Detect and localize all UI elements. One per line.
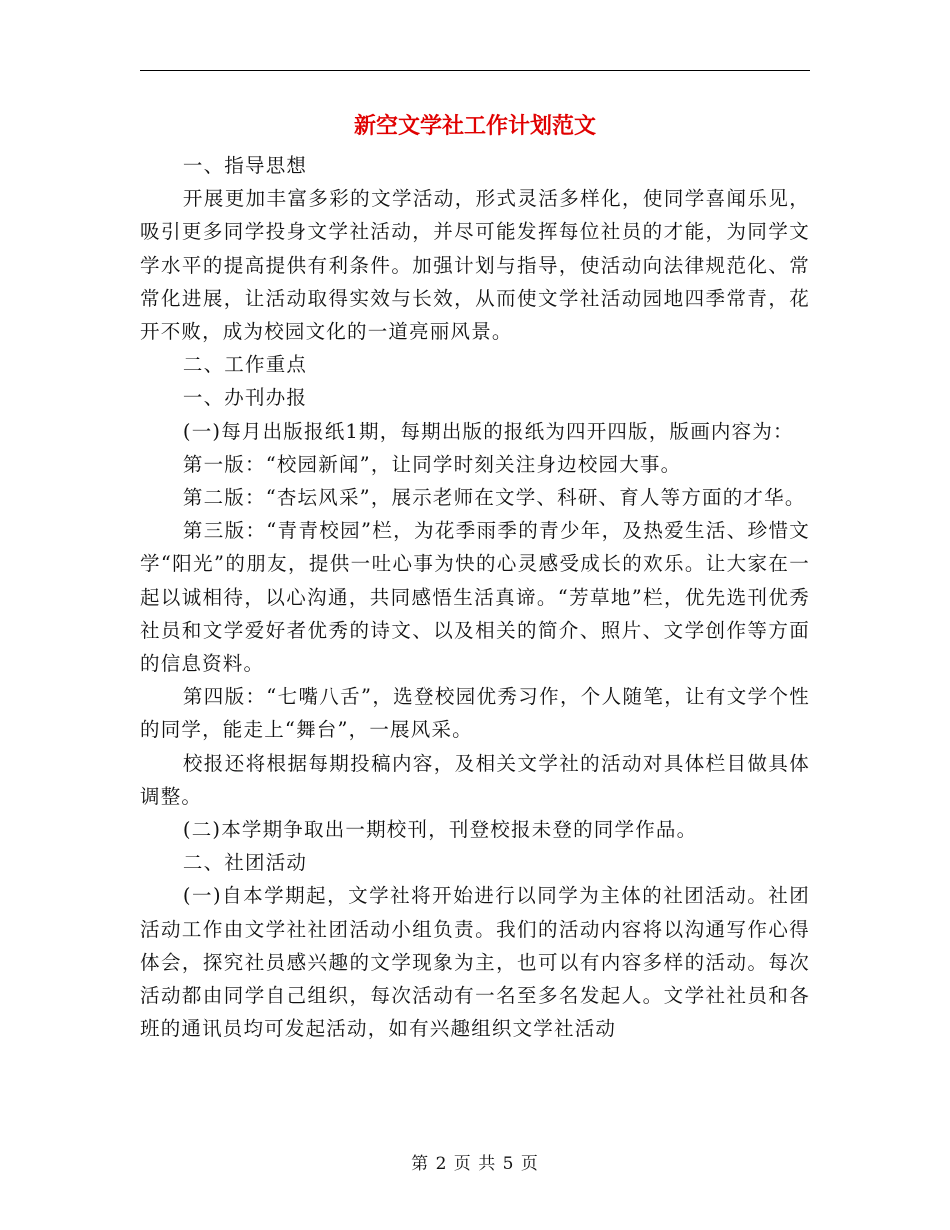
document-body <box>140 149 810 1045</box>
page-number-footer: 第 2 页 共 5 页 <box>411 1154 539 1174</box>
paragraph: 第二版：“杏坛风采”，展示老师在文学、科研、育人等方面的才华。 <box>182 486 806 510</box>
paragraph: (一)自本学期起，文学社将开始进行以同学为主体的社团活动。社团活动工作由文学社社团活动小组负责。我们的活动内容将以沟通写作心得体会，探究社员感兴趣的文学现象为主，也可以有内容多样的活动。每次活动都由同学自己组织，每次活动有一名至多名发起人。文学社社员和各班的通讯员均可发起活动，如有兴趣组织文学社活动 <box>140 884 810 1041</box>
paragraph: 开展更加丰富多彩的文学活动，形式灵活多样化，使同学喜闻乐见，吸引更多同学投身文学社活动，并尽可能发挥每位社员的才能，为同学文学水平的提高提供有利条件。加强计划与指导，使活动向法律规范化、常常化进展，让活动取得实效与长效，从而使文学社活动园地四季常青，花开不败，成为校园文化的一道亮丽风景。 <box>140 187 810 344</box>
paragraph: 第三版：“青青校园”栏，为花季雨季的青少年，及热爱生活、珍惜文学“阳光”的朋友，提供一吐心事为快的心灵感受成长的欢乐。让大家在一起以诚相待，以心沟通，共同感悟生活真谛。“芳草地”栏，优先选刊优秀社员和文学爱好者优秀的诗文、以及相关的简介、照片、文学创作等方面的信息资料。 <box>140 519 810 676</box>
section-heading: 一、指导思想 <box>182 154 308 177</box>
paragraph: (一)每月出版报纸1期，每期出版的报纸为四开四版，版画内容为： <box>182 419 794 443</box>
paragraph: (二)本学期争取出一期校刊，刊登校报未登的同学作品。 <box>182 818 698 842</box>
section-heading: 二、工作重点 <box>182 353 308 377</box>
subsection-heading: 二、社团活动 <box>182 851 308 875</box>
subsection-heading: 一、办刊办报 <box>182 386 308 410</box>
document-title: 新空文学社工作计划范文 <box>353 113 596 139</box>
paragraph: 第四版：“七嘴八舌”，选登校园优秀习作，个人随笔，让有文学个性的同学，能走上“舞台”，一展风采。 <box>140 685 810 742</box>
header-rule <box>140 70 810 71</box>
paragraph: 第一版：“校园新闻”，让同学时刻关注身边校园大事。 <box>182 452 682 476</box>
paragraph: 校报还将根据每期投稿内容，及相关文学社的活动对具体栏目做具体调整。 <box>140 751 810 808</box>
